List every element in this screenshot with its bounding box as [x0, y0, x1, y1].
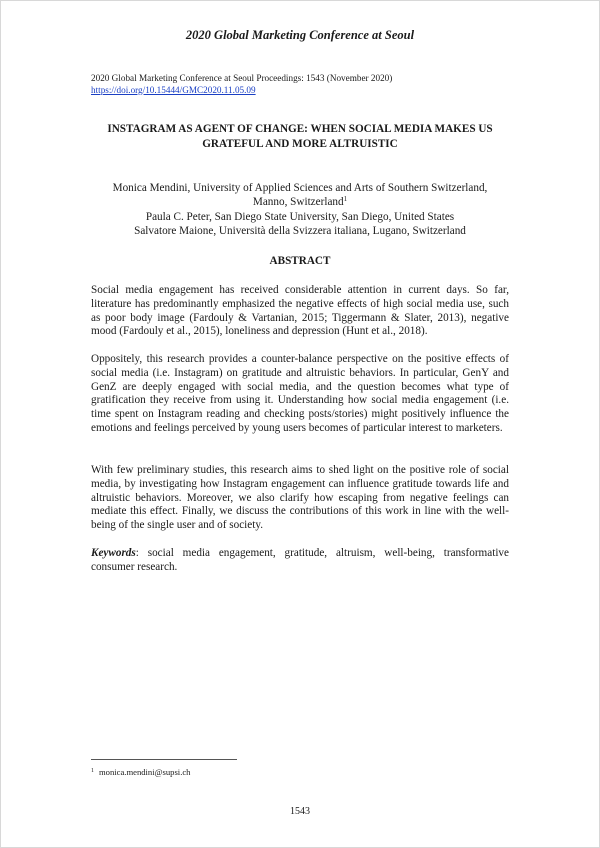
author-line-1: Monica Mendini, University of Applied Sciences and Arts of Southern Switzerland,: [112, 182, 488, 194]
doi-link[interactable]: https://doi.org/10.15444/GMC2020.11.05.09: [91, 84, 256, 95]
footnote-number: 1: [91, 768, 94, 774]
footnote-email: monica.mendini@supsi.ch: [99, 767, 191, 777]
title-line-1: INSTAGRAM AS AGENT OF CHANGE: WHEN SOCIAL MEDIA MAKES US: [107, 123, 493, 135]
abstract-paragraph-2: Oppositely, this research provides a counter-balance perspective on the positive effects of social media (i.e. Instagram) on gratitude and altruistic behaviors. In particular, GenY and GenZ are deeply engaged with social media, and the question becomes what type of gratification they receive from using it. Understanding how social media engagement (i.e. time spent on Instagram reading and checking posts/stories) might positively influence the emotions and feelings perceived by young users becomes of particular interest to marketers.: [91, 353, 509, 434]
running-head: 2020 Global Marketing Conference at Seoul: [185, 28, 415, 42]
abstract-paragraph-1: Social media engagement has received considerable attention in current days. So far, literature has predominantly emphasized the negative effects of high social media use, such as poor body image (Fardouly & Vartanian, 2015; Tiggermann & Slater, 2013), negative mood (Fardouly et al., 2015), loneliness and depression (Hunt et al., 2018).: [91, 284, 509, 338]
author-block: [60, 181, 540, 239]
proceedings-info: [91, 73, 392, 96]
keywords-label: Keywords: [91, 547, 136, 559]
author-line-2: [60, 195, 540, 209]
footnote-marker[interactable]: 1: [343, 195, 348, 204]
paper-title: [60, 122, 540, 152]
keywords-text: : social media engagement, gratitude, altruism, well-being, transformative consumer research.: [91, 547, 509, 573]
title-line-2: GRATEFUL AND MORE ALTRUISTIC: [202, 138, 398, 150]
abstract-paragraph-3: With few preliminary studies, this research aims to shed light on the positive role of social media, by investigating how Instagram engagement can influence gratitude towards life and altruistic behaviors. Moreover, we also clarify how escaping from negative feelings can mediate this effect. Finally, we discuss the contributions of this work in line with the well-being of the single user and of society.: [91, 464, 509, 532]
author-line-4: Salvatore Maione, Università della Svizzera italiana, Lugano, Switzerland: [134, 225, 466, 238]
abstract-heading: ABSTRACT: [269, 255, 331, 267]
author-affiliation-city: Manno, Switzerland: [252, 196, 344, 209]
footnote: [91, 767, 190, 777]
page-number: 1543: [290, 806, 310, 817]
author-line-3: Paula C. Peter, San Diego State University, San Diego, United States: [145, 210, 455, 223]
footnote-divider: [91, 759, 237, 760]
keywords-paragraph: [91, 547, 509, 575]
proceedings-citation: 2020 Global Marketing Conference at Seoul Proceedings: 1543 (November 2020): [91, 73, 393, 83]
